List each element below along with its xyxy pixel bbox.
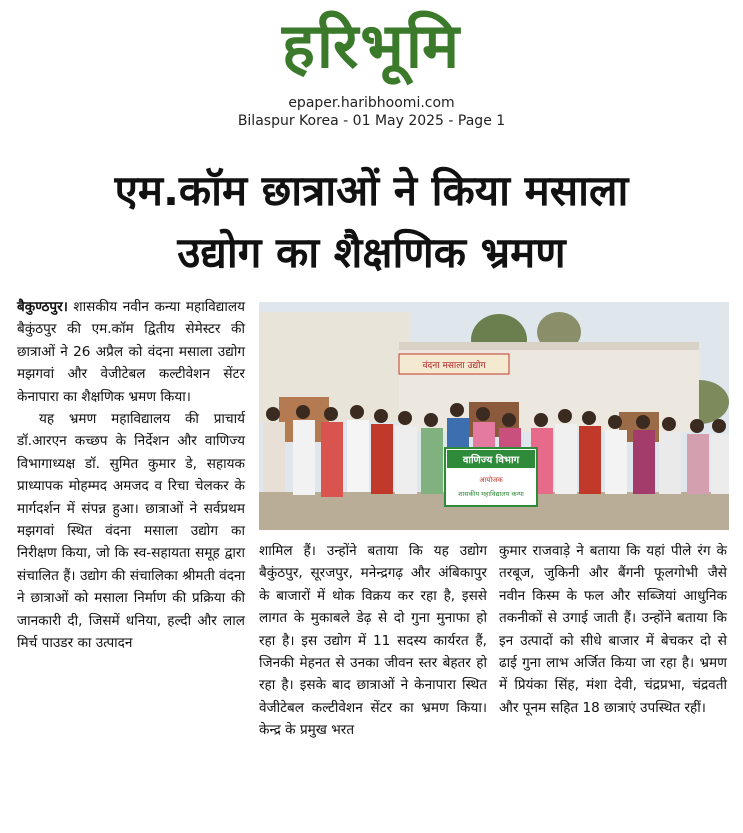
article-paragraph-4: कुमार राजवाड़े ने बताया कि यहां पीले रंग के तरबूज, जुकिनी और बैंगनी फूलगोभी जैसे नवीन किस्म के फल और सब्जियां आधुनिक तकनीकों से उगाई जाती हैं। उन्होंने बताया कि इन उत्पादों को सीधे बाजार में बेचकर दो से ढाई गुना लाभ अर्जित किया जा रहा है। भ्रमण में प्रियंका सिंह, मंशा देवी, चंद्रप्रभा, चंद्रवती और पूनम सहित 18 छात्राएं उपस्थित रहीं। [499, 543, 727, 716]
masthead [0, 0, 743, 140]
news-photo [259, 302, 729, 530]
article-column-2 [259, 540, 487, 810]
banner-title: वाणिज्य विभाग [462, 455, 520, 466]
shop-sign: वंदना मसाला उद्योग [422, 361, 486, 371]
headline [0, 160, 743, 284]
banner-subtitle: आयोजक [479, 476, 503, 484]
article-paragraph-2: यह भ्रमण महाविद्यालय की प्राचार्य डॉ.आरएन कच्छप के निर्देशन और वाणिज्य विभागाध्यक्ष डॉ. सुमित कुमार डे, सहायक प्राध्यापक मोहम्मद अमजद व रिचा चेलकर के मार्गदर्शन में संपन्न हुआ। छात्राओं ने सर्वप्रथम मझगवां स्थित वंदना मसाला उद्योग का निरीक्षण किया, जो कि स्व-सहायता समूह द्वारा संचालित हैं। उद्योग की संचालिका श्रीमती वंदना ने छात्राओं को मसाला निर्माण की प्रक्रिया की जानकारी दी, जिसमें धनिया, हल्दी और लाल मिर्च पाउडर का उत्पादन [17, 411, 245, 652]
newspaper-logo: हरिभूमि [281, 9, 462, 82]
banner-footer: शासकीय महाविद्यालय कन्या [458, 490, 524, 498]
dateline: बैकुण्ठपुर। [17, 299, 68, 315]
article-paragraph-1 [17, 296, 245, 408]
article-column-1 [17, 296, 245, 816]
article-paragraph-3: शामिल हैं। उन्होंने बताया कि यह उद्योग बैकुंठपुर, सूरजपुर, मनेन्द्रगढ़ और अंबिकापुर के बाजारों में थोक विक्रय कर रहा है, इससे लागत के मुकाबले डेढ़ से दो गुना मुनाफा हो रहा है। इस उद्योग में 11 सदस्य कार्यरत हैं, जिनकी मेहनत से उनका जीवन स्तर बेहतर हो रहा है। इसके बाद छात्राओं ने केनापारा स्थित वेजीटेबल कल्टीवेशन सेंटर का भ्रमण किया। केन्द्र के प्रमुख भरत [259, 543, 487, 739]
edition-line: Bilaspur Korea - 01 May 2025 - Page 1 [237, 113, 506, 129]
headline-line-2: उद्योग का शैक्षणिक भ्रमण [177, 228, 566, 277]
headline-line-1: एम.कॉम छात्राओं ने किया मसाला [114, 166, 629, 215]
article-column-3 [499, 540, 727, 810]
site-url: epaper.haribhoomi.com [288, 95, 455, 111]
paragraph-1-text: शासकीय नवीन कन्या महाविद्यालय बैकुंठपुर की एम.कॉम द्वितीय सेमेस्टर की छात्राओं ने 26 अप्रैल को वंदना मसाला उद्योग मझगवां और वेजीटेबल कल्टीवेशन सेंटर केनापारा का शैक्षणिक भ्रमण किया। [17, 299, 245, 405]
